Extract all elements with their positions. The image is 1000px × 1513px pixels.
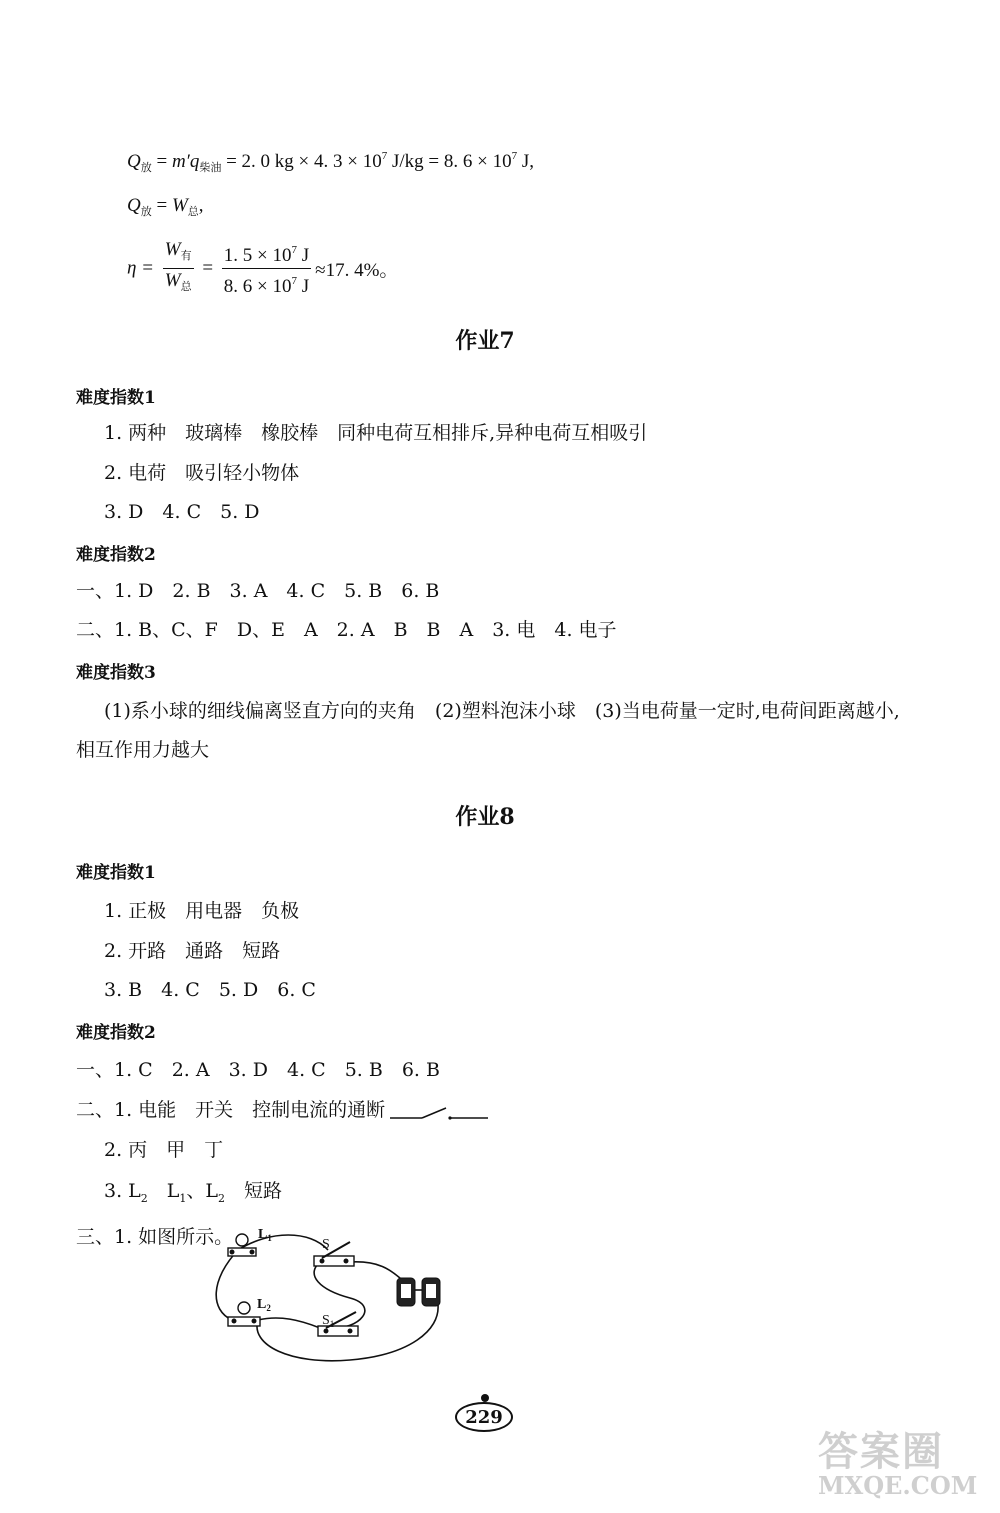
- symbol-q: Q: [127, 151, 141, 172]
- exponent: 7: [291, 275, 298, 287]
- symbol-eta: η =: [127, 257, 159, 279]
- label-s1: $S_1$: [322, 1313, 335, 1329]
- difficulty-heading: 难度指数2: [76, 1023, 156, 1043]
- subscript: 柴油: [199, 162, 222, 174]
- page-number-text: 229: [455, 1402, 513, 1432]
- subscript: 总: [180, 281, 192, 293]
- switch-symbol: [388, 1104, 490, 1124]
- answer-line: 二、1. B、C、F D、E A 2. A B B A 3. 电 4. 电子: [76, 619, 617, 641]
- answer-line: 相互作用力越大: [76, 739, 210, 761]
- subscript: 2: [140, 1191, 148, 1205]
- battery: [397, 1278, 415, 1306]
- answer-line-lamps: [104, 1178, 282, 1212]
- answer-line: 3. B 4. C 5. D 6. C: [104, 979, 316, 1001]
- subscript: 放: [140, 206, 152, 218]
- answer-line: 三、1. 如图所示。: [76, 1226, 234, 1248]
- formula-result: ≈17. 4%。: [315, 260, 399, 281]
- text: L: [147, 1180, 180, 1202]
- equals: =: [151, 195, 172, 216]
- symbol-mq: m′q: [171, 151, 200, 172]
- formula-heat-released: [127, 150, 534, 175]
- answer-line: 2. 开路 通路 短路: [104, 940, 281, 962]
- switch-s: [314, 1242, 354, 1266]
- difficulty-heading: 难度指数1: [76, 863, 156, 883]
- label-l1: $L_1$: [258, 1227, 272, 1243]
- page-number-dot: [481, 1394, 489, 1402]
- formula-text: J: [297, 245, 310, 266]
- answer-line: 一、1. D 2. B 3. A 4. C 5. B 6. B: [76, 580, 440, 602]
- formula-text: 8. 6 × 10: [223, 276, 292, 297]
- equals: =: [197, 257, 218, 279]
- symbol-w: W: [164, 239, 181, 260]
- label-s: S: [322, 1237, 330, 1252]
- page-number: [455, 1398, 515, 1434]
- answer-line: 二、1. 电能 开关 控制电流的通断: [76, 1099, 386, 1121]
- formula-efficiency: [127, 238, 398, 299]
- answer-line: 2. 丙 甲 丁: [104, 1139, 224, 1161]
- answer-line: 1. 两种 玻璃棒 橡胶棒 同种电荷互相排斥,异种电荷互相吸引: [104, 422, 648, 444]
- fraction-values: [222, 238, 311, 299]
- formula-text: ,: [198, 195, 204, 216]
- text: 、L: [186, 1180, 219, 1202]
- wire: [216, 1250, 238, 1320]
- watermark-url: MXQE.COM: [818, 1471, 978, 1500]
- wire: [258, 1318, 320, 1328]
- symbol-w: W: [171, 195, 188, 216]
- text: 短路: [225, 1180, 283, 1202]
- lamp-l2: [228, 1302, 260, 1326]
- exponent: 7: [291, 244, 298, 256]
- lamp-l1: [228, 1234, 256, 1256]
- section-title-hw7: 作业7: [455, 328, 515, 354]
- symbol-q: Q: [127, 195, 141, 216]
- answer-line: 3. D 4. C 5. D: [104, 501, 260, 523]
- formula-text: 1. 5 × 10: [223, 245, 292, 266]
- formula-text: J: [297, 276, 310, 297]
- watermark-logo-text: 答案圈: [818, 1428, 944, 1475]
- subscript: 有: [180, 250, 192, 262]
- equals: =: [151, 151, 172, 172]
- formula-text: J,: [517, 151, 535, 172]
- watermark-logo: [818, 1420, 988, 1505]
- circuit-diagram: [210, 1220, 460, 1370]
- wire: [350, 1262, 405, 1282]
- formula-text: = 2. 0 kg × 4. 3 × 10: [221, 151, 382, 172]
- exponent: 7: [511, 150, 518, 162]
- subscript: 放: [140, 162, 152, 174]
- formula-text: J/kg = 8. 6 × 10: [387, 151, 512, 172]
- symbol-w: W: [164, 270, 181, 291]
- answer-line: 1. 正极 用电器 负极: [104, 900, 300, 922]
- section-title-hw8: 作业8: [455, 804, 515, 830]
- subscript: 2: [218, 1191, 226, 1205]
- answer-line: 2. 电荷 吸引轻小物体: [104, 462, 300, 484]
- answer-line: 一、1. C 2. A 3. D 4. C 5. B 6. B: [76, 1059, 440, 1081]
- difficulty-heading: 难度指数3: [76, 663, 156, 683]
- answer-line: (1)系小球的细线偏离竖直方向的夹角 (2)塑料泡沫小球 (3)当电荷量一定时,电荷间距离越小,: [104, 700, 900, 722]
- label-l2: $L_2$: [257, 1297, 271, 1313]
- text: 3. L: [104, 1180, 141, 1202]
- fraction-symbols: [163, 238, 194, 299]
- difficulty-heading: 难度指数2: [76, 545, 156, 565]
- difficulty-heading: 难度指数1: [76, 388, 156, 408]
- exponent: 7: [381, 150, 388, 162]
- subscript: 1: [179, 1191, 187, 1205]
- subscript: 总: [187, 206, 199, 218]
- battery: [422, 1278, 440, 1306]
- formula-heat-equals-work: [127, 195, 204, 219]
